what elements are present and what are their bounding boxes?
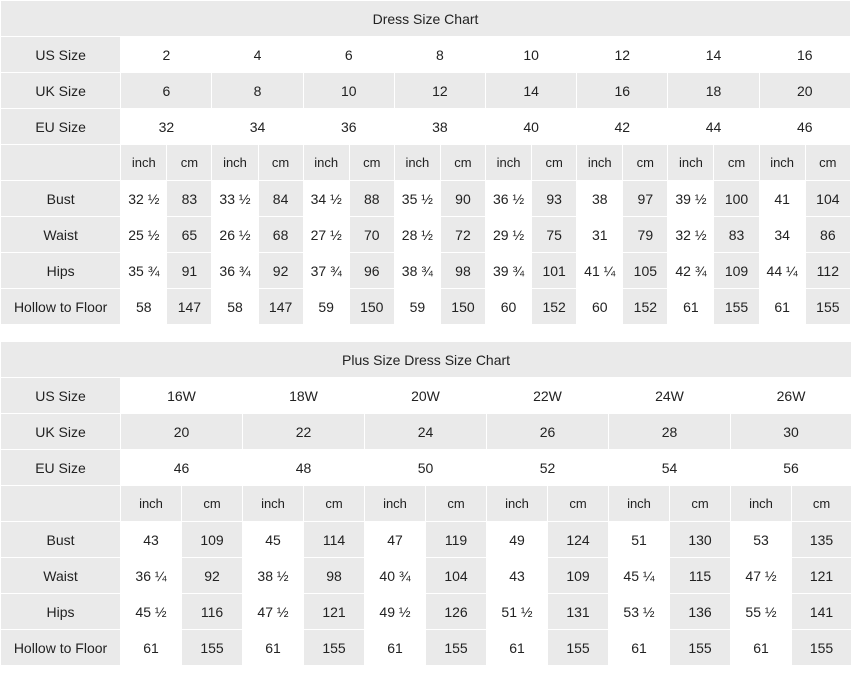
table-cell: 50 — [365, 450, 487, 486]
unit-cell: inch — [394, 145, 440, 181]
table-cell: 121 — [792, 558, 851, 594]
table-cell: 79 — [623, 217, 668, 253]
table-cell: 84 — [258, 181, 303, 217]
table-row — [1, 450, 851, 486]
table-cell: 39 ¾ — [486, 253, 532, 289]
table-cell: 25 ½ — [121, 217, 167, 253]
table-cell: 60 — [577, 289, 623, 325]
table-cell: 14 — [668, 37, 759, 73]
table-cell: 61 — [243, 630, 304, 666]
table-cell: 58 — [121, 289, 167, 325]
table-row — [1, 414, 851, 450]
table-row — [1, 73, 851, 109]
row-label-units — [1, 486, 121, 522]
row-label-waist: Waist — [1, 558, 121, 594]
table-cell: 4 — [212, 37, 303, 73]
table-cell: 61 — [731, 630, 792, 666]
table-cell: 83 — [167, 181, 212, 217]
unit-cell: cm — [349, 145, 394, 181]
table-cell: 51 ½ — [487, 594, 548, 630]
table-cell: 47 — [365, 522, 426, 558]
table-cell: 45 ¼ — [609, 558, 670, 594]
table-cell: 59 — [303, 289, 349, 325]
table-cell: 61 — [487, 630, 548, 666]
unit-cell: cm — [548, 486, 609, 522]
table-cell: 44 — [668, 109, 759, 145]
table-cell: 20W — [365, 378, 487, 414]
table-cell: 150 — [440, 289, 485, 325]
table-cell: 61 — [365, 630, 426, 666]
table-cell: 48 — [243, 450, 365, 486]
table-cell: 43 — [487, 558, 548, 594]
table-cell: 109 — [548, 558, 609, 594]
table-cell: 93 — [532, 181, 577, 217]
table-cell: 155 — [304, 630, 365, 666]
unit-cell: cm — [182, 486, 243, 522]
table-cell: 34 — [212, 109, 303, 145]
row-label-uk-size: UK Size — [1, 73, 121, 109]
table-cell: 52 — [487, 450, 609, 486]
table-cell: 135 — [792, 522, 851, 558]
table-cell: 33 ½ — [212, 181, 258, 217]
table-cell: 126 — [426, 594, 487, 630]
table-row — [1, 594, 851, 630]
table-cell: 60 — [486, 289, 532, 325]
table-cell: 97 — [623, 181, 668, 217]
table-cell: 32 — [121, 109, 212, 145]
table-cell: 91 — [167, 253, 212, 289]
table-cell: 61 — [759, 289, 805, 325]
table-cell: 38 — [394, 109, 485, 145]
table-cell: 51 — [609, 522, 670, 558]
table-cell: 55 ½ — [731, 594, 792, 630]
table-cell: 49 ½ — [365, 594, 426, 630]
table-cell: 24W — [609, 378, 731, 414]
table-cell: 35 ½ — [394, 181, 440, 217]
table-cell: 36 ½ — [486, 181, 532, 217]
table-cell: 53 ½ — [609, 594, 670, 630]
table-cell: 36 ¼ — [121, 558, 182, 594]
unit-cell: inch — [243, 486, 304, 522]
table-cell: 10 — [486, 37, 577, 73]
table-cell: 6 — [303, 37, 394, 73]
table-cell: 12 — [577, 37, 668, 73]
table-cell: 2 — [121, 37, 212, 73]
table-cell: 115 — [670, 558, 731, 594]
table-cell: 98 — [304, 558, 365, 594]
table-cell: 28 ½ — [394, 217, 440, 253]
plus-size-dress-chart — [0, 341, 851, 666]
table-cell: 61 — [668, 289, 714, 325]
table-cell: 47 ½ — [243, 594, 304, 630]
table-row — [1, 109, 851, 145]
table-cell: 61 — [121, 630, 182, 666]
table-cell: 83 — [714, 217, 759, 253]
unit-cell: inch — [486, 145, 532, 181]
table-cell: 155 — [714, 289, 759, 325]
table-cell: 88 — [349, 181, 394, 217]
table-cell: 75 — [532, 217, 577, 253]
table-cell: 35 ¾ — [121, 253, 167, 289]
table-cell: 124 — [548, 522, 609, 558]
table-cell: 34 ½ — [303, 181, 349, 217]
unit-header-row — [1, 145, 851, 181]
table-cell: 6 — [121, 73, 212, 109]
table-cell: 16 — [577, 73, 668, 109]
unit-cell: inch — [487, 486, 548, 522]
table-cell: 59 — [394, 289, 440, 325]
chart-title-row — [1, 342, 851, 378]
table-cell: 31 — [577, 217, 623, 253]
table-cell: 8 — [394, 37, 485, 73]
table-row — [1, 37, 851, 73]
unit-cell: cm — [670, 486, 731, 522]
table-cell: 18W — [243, 378, 365, 414]
table-cell: 46 — [759, 109, 850, 145]
unit-cell: cm — [440, 145, 485, 181]
table-cell: 150 — [349, 289, 394, 325]
table-cell: 109 — [714, 253, 759, 289]
table-cell: 121 — [304, 594, 365, 630]
table-cell: 41 ¼ — [577, 253, 623, 289]
table-cell: 27 ½ — [303, 217, 349, 253]
table-cell: 46 — [121, 450, 243, 486]
table-row — [1, 217, 851, 253]
table-cell: 30 — [731, 414, 851, 450]
row-label-hips: Hips — [1, 253, 121, 289]
plus-size-title: Plus Size Dress Size Chart — [1, 342, 851, 378]
table-row — [1, 253, 851, 289]
table-cell: 38 ¾ — [394, 253, 440, 289]
table-cell: 41 — [759, 181, 805, 217]
table-cell: 28 — [609, 414, 731, 450]
table-cell: 116 — [182, 594, 243, 630]
table-cell: 152 — [623, 289, 668, 325]
table-cell: 141 — [792, 594, 851, 630]
unit-cell: inch — [577, 145, 623, 181]
table-cell: 44 ¼ — [759, 253, 805, 289]
unit-cell: cm — [805, 145, 850, 181]
row-label-eu-size: EU Size — [1, 450, 121, 486]
unit-cell: cm — [532, 145, 577, 181]
row-label-bust: Bust — [1, 181, 121, 217]
table-cell: 98 — [440, 253, 485, 289]
table-cell: 49 — [487, 522, 548, 558]
unit-cell: cm — [258, 145, 303, 181]
table-cell: 104 — [805, 181, 850, 217]
table-cell: 155 — [805, 289, 850, 325]
table-row — [1, 630, 851, 666]
table-cell: 16W — [121, 378, 243, 414]
row-label-units — [1, 145, 121, 181]
table-cell: 8 — [212, 73, 303, 109]
row-label-bust: Bust — [1, 522, 121, 558]
table-cell: 53 — [731, 522, 792, 558]
unit-cell: inch — [668, 145, 714, 181]
table-cell: 40 ¾ — [365, 558, 426, 594]
unit-cell: inch — [609, 486, 670, 522]
row-label-hollow-to-floor: Hollow to Floor — [1, 630, 121, 666]
table-cell: 22W — [487, 378, 609, 414]
table-cell: 47 ½ — [731, 558, 792, 594]
unit-cell: cm — [426, 486, 487, 522]
table-cell: 45 ½ — [121, 594, 182, 630]
table-cell: 86 — [805, 217, 850, 253]
table-cell: 26W — [731, 378, 851, 414]
dress-size-chart — [0, 0, 851, 325]
table-cell: 155 — [548, 630, 609, 666]
table-cell: 22 — [243, 414, 365, 450]
table-cell: 147 — [258, 289, 303, 325]
unit-cell: cm — [167, 145, 212, 181]
chart-divider — [0, 325, 851, 341]
page-title: Dress Size Chart — [1, 1, 851, 37]
table-cell: 92 — [182, 558, 243, 594]
unit-cell: inch — [303, 145, 349, 181]
table-cell: 130 — [670, 522, 731, 558]
table-cell: 119 — [426, 522, 487, 558]
unit-cell: inch — [121, 145, 167, 181]
table-row — [1, 522, 851, 558]
table-row — [1, 289, 851, 325]
table-cell: 40 — [486, 109, 577, 145]
table-cell: 26 ½ — [212, 217, 258, 253]
table-cell: 42 ¾ — [668, 253, 714, 289]
table-cell: 32 ½ — [668, 217, 714, 253]
unit-header-row — [1, 486, 851, 522]
unit-cell: inch — [365, 486, 426, 522]
table-cell: 105 — [623, 253, 668, 289]
table-cell: 68 — [258, 217, 303, 253]
table-cell: 155 — [792, 630, 851, 666]
table-cell: 96 — [349, 253, 394, 289]
table-cell: 10 — [303, 73, 394, 109]
table-cell: 104 — [426, 558, 487, 594]
unit-cell: inch — [121, 486, 182, 522]
table-cell: 14 — [486, 73, 577, 109]
table-cell: 136 — [670, 594, 731, 630]
table-cell: 100 — [714, 181, 759, 217]
row-label-hips: Hips — [1, 594, 121, 630]
table-cell: 18 — [668, 73, 759, 109]
table-cell: 39 ½ — [668, 181, 714, 217]
row-label-hollow-to-floor: Hollow to Floor — [1, 289, 121, 325]
table-cell: 70 — [349, 217, 394, 253]
table-cell: 38 — [577, 181, 623, 217]
table-cell: 61 — [609, 630, 670, 666]
table-cell: 56 — [731, 450, 851, 486]
table-cell: 147 — [167, 289, 212, 325]
table-cell: 90 — [440, 181, 485, 217]
row-label-eu-size: EU Size — [1, 109, 121, 145]
table-cell: 37 ¾ — [303, 253, 349, 289]
unit-cell: inch — [731, 486, 792, 522]
table-cell: 114 — [304, 522, 365, 558]
table-cell: 155 — [182, 630, 243, 666]
table-cell: 34 — [759, 217, 805, 253]
unit-cell: cm — [714, 145, 759, 181]
table-cell: 152 — [532, 289, 577, 325]
unit-cell: inch — [759, 145, 805, 181]
table-cell: 32 ½ — [121, 181, 167, 217]
table-cell: 20 — [121, 414, 243, 450]
table-cell: 155 — [670, 630, 731, 666]
table-row — [1, 558, 851, 594]
table-cell: 20 — [759, 73, 850, 109]
table-cell: 65 — [167, 217, 212, 253]
table-cell: 43 — [121, 522, 182, 558]
table-cell: 112 — [805, 253, 850, 289]
table-row — [1, 181, 851, 217]
table-cell: 58 — [212, 289, 258, 325]
table-cell: 16 — [759, 37, 850, 73]
unit-cell: cm — [623, 145, 668, 181]
table-cell: 36 ¾ — [212, 253, 258, 289]
table-cell: 45 — [243, 522, 304, 558]
table-cell: 109 — [182, 522, 243, 558]
chart-title-row — [1, 1, 851, 37]
row-label-uk-size: UK Size — [1, 414, 121, 450]
table-cell: 12 — [394, 73, 485, 109]
table-cell: 101 — [532, 253, 577, 289]
row-label-us-size: US Size — [1, 37, 121, 73]
unit-cell: cm — [792, 486, 851, 522]
table-cell: 131 — [548, 594, 609, 630]
table-cell: 36 — [303, 109, 394, 145]
table-cell: 26 — [487, 414, 609, 450]
table-cell: 42 — [577, 109, 668, 145]
table-cell: 72 — [440, 217, 485, 253]
unit-cell: cm — [304, 486, 365, 522]
table-cell: 155 — [426, 630, 487, 666]
row-label-waist: Waist — [1, 217, 121, 253]
unit-cell: inch — [212, 145, 258, 181]
row-label-us-size: US Size — [1, 378, 121, 414]
table-cell: 24 — [365, 414, 487, 450]
table-cell: 54 — [609, 450, 731, 486]
table-row — [1, 378, 851, 414]
table-cell: 38 ½ — [243, 558, 304, 594]
table-cell: 29 ½ — [486, 217, 532, 253]
table-cell: 92 — [258, 253, 303, 289]
